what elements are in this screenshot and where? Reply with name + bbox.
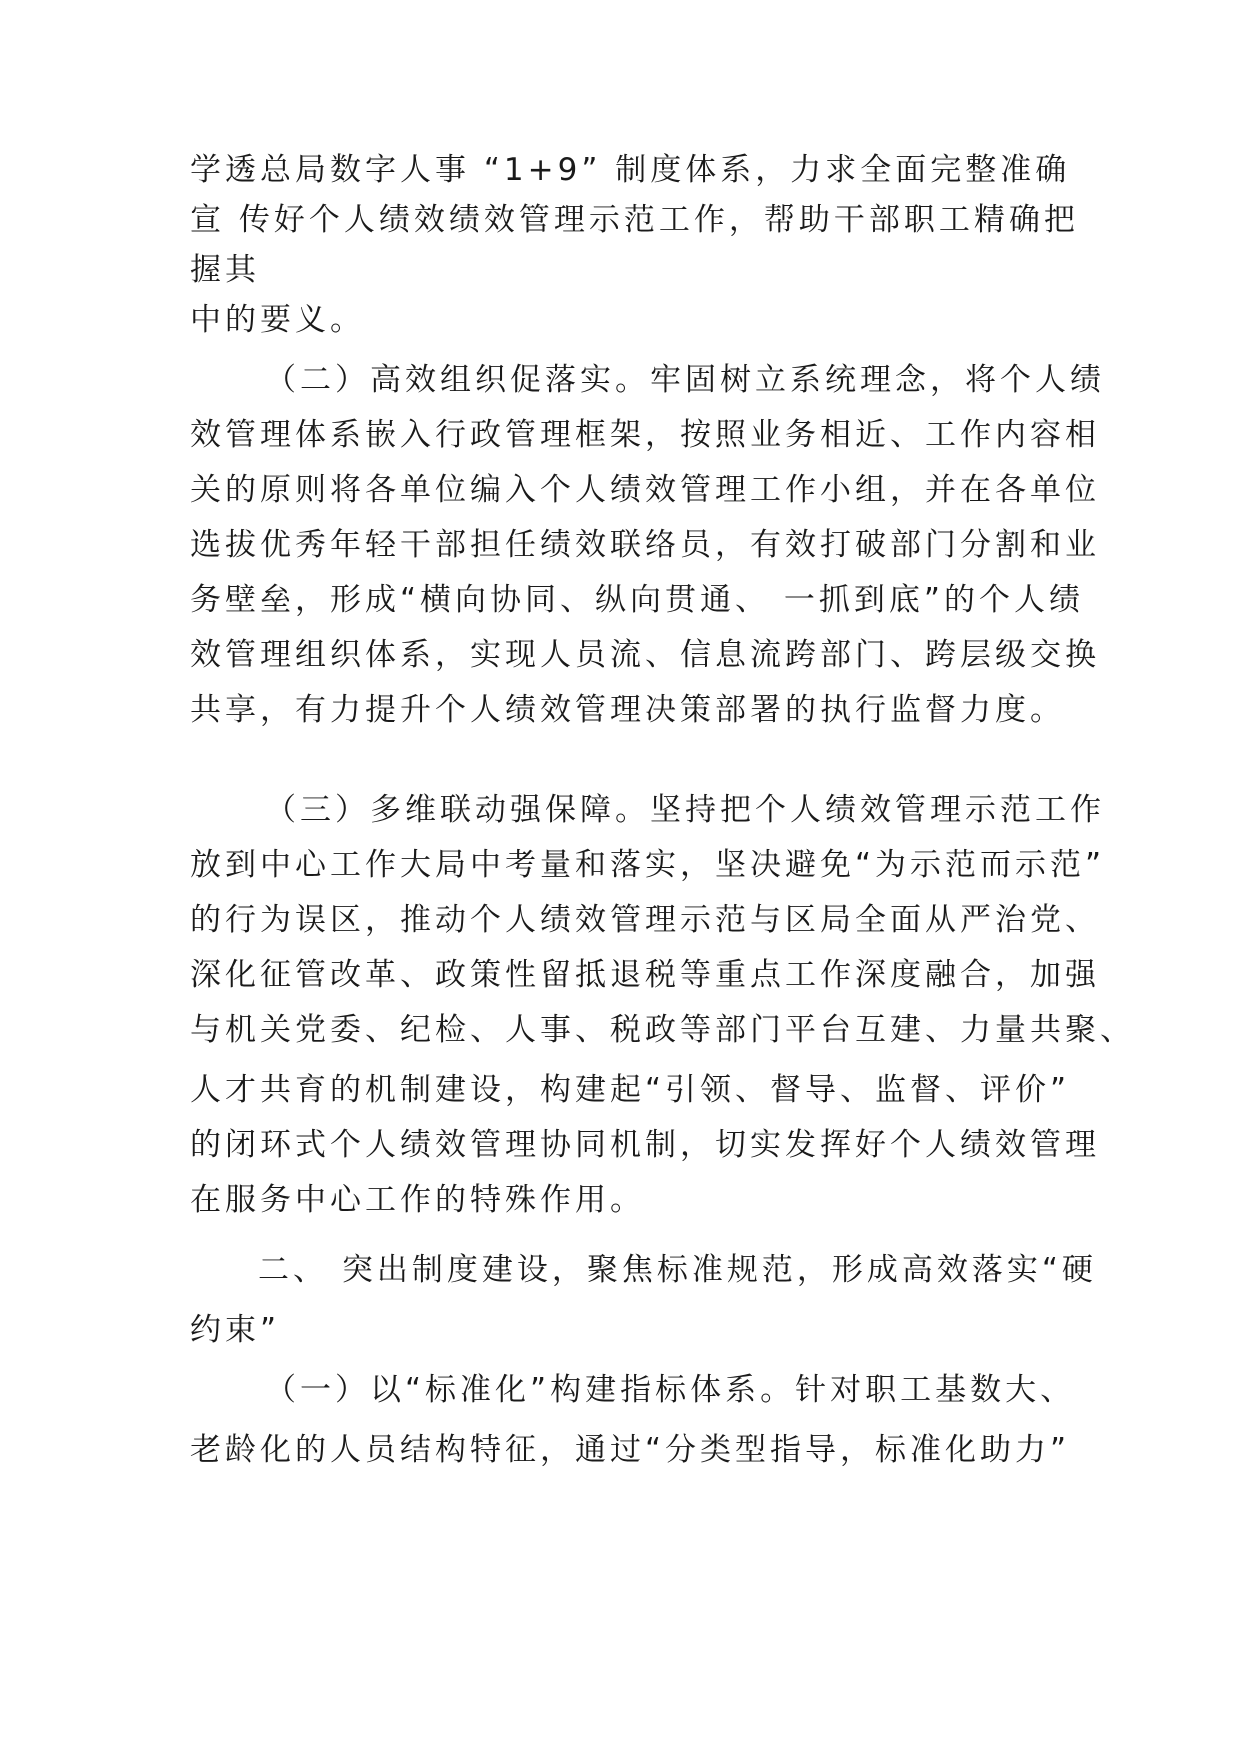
section-3-line-3: 的行为误区，推动个人绩效管理示范与区局全面从严治党、 xyxy=(190,902,1100,938)
section-3-line-4: 深化征管改革、政策性留抵退税等重点工作深度融合，加强 xyxy=(190,957,1100,993)
heading-two-line-2: 约束” xyxy=(190,1312,281,1348)
section-2-line-1: （二）高效组织促落实。牢固树立系统理念，将个人绩 xyxy=(265,362,1105,398)
paragraph-line-2: 宣 传好个人绩效绩效管理示范工作，帮助干部职工精确把 xyxy=(190,202,1079,238)
section-2-line-2: 效管理体系嵌入行政管理框架，按照业务相近、工作内容相 xyxy=(190,417,1100,453)
section-3-line-2: 放到中心工作大局中考量和落实，坚决避免“为示范而示范” xyxy=(190,847,1106,883)
section-3-line-6: 人才共育的机制建设，构建起“引领、督导、监督、评价” xyxy=(190,1072,1071,1108)
subsection-1-line-1: （一）以“标准化”构建指标体系。针对职工基数大、 xyxy=(265,1372,1076,1408)
section-3-line-7: 的闭环式个人绩效管理协同机制，切实发挥好个人绩效管理 xyxy=(190,1127,1100,1163)
subsection-1-line-2: 老龄化的人员结构特征，通过“分类型指导，标准化助力” xyxy=(190,1432,1071,1468)
section-2-line-7: 共享，有力提升个人绩效管理决策部署的执行监督力度。 xyxy=(190,692,1065,728)
section-3-line-1: （三）多维联动强保障。坚持把个人绩效管理示范工作 xyxy=(265,792,1105,828)
section-3-line-5: 与机关党委、纪检、人事、税政等部门平台互建、力量共聚、 xyxy=(190,1012,1135,1048)
heading-two-line-1: 二、 突出制度建设，聚焦标准规范，形成高效落实“硬 xyxy=(258,1252,1097,1288)
section-2-line-3: 关的原则将各单位编入个人绩效管理工作小组，并在各单位 xyxy=(190,472,1100,508)
paragraph-line-3: 握其 xyxy=(190,252,260,288)
section-2-line-4: 选拔优秀年轻干部担任绩效联络员，有效打破部门分割和业 xyxy=(190,527,1100,563)
paragraph-line-1: 学透总局数字人事 “1+9” 制度体系，力求全面完整准确 xyxy=(190,152,1071,188)
section-3-line-8: 在服务中心工作的特殊作用。 xyxy=(190,1182,645,1218)
section-2-line-5: 务壁垒，形成“横向协同、纵向贯通、 一抓到底”的个人绩 xyxy=(190,582,1084,618)
section-2-line-6: 效管理组织体系，实现人员流、信息流跨部门、跨层级交换 xyxy=(190,637,1100,673)
paragraph-line-4: 中的要义。 xyxy=(190,302,365,338)
